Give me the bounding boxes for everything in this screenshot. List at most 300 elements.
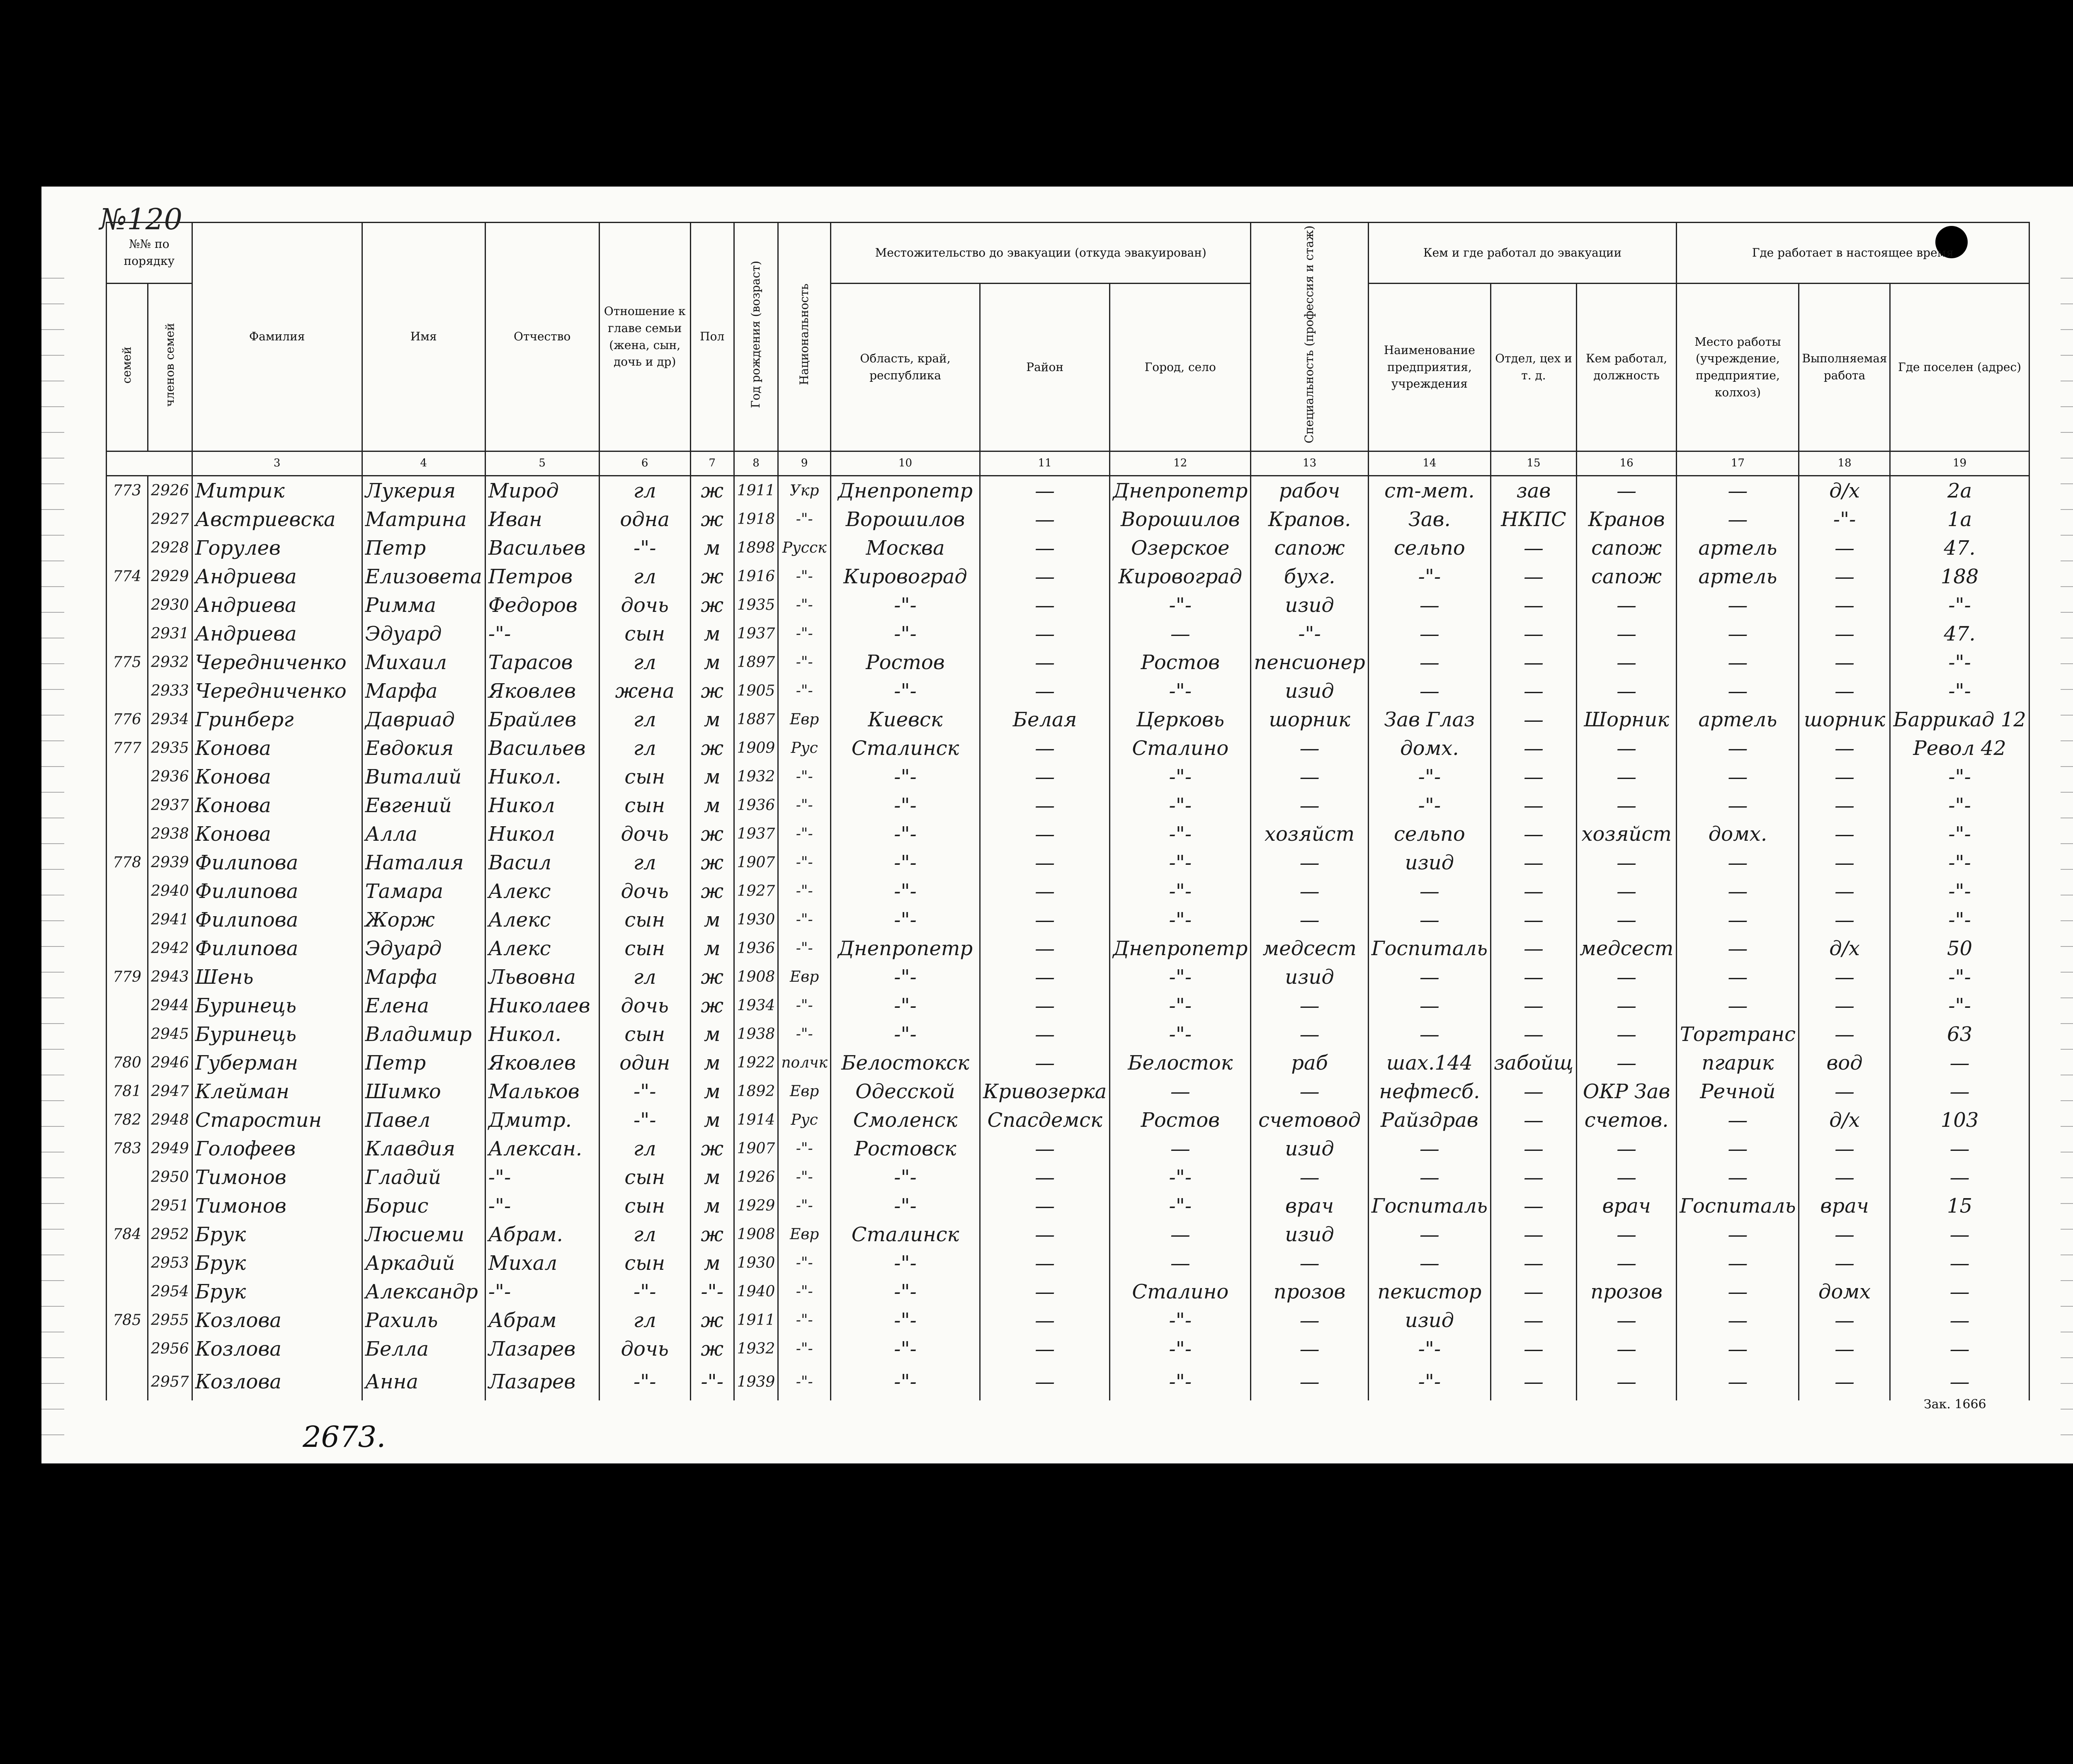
family-number-cell [107,534,148,562]
sex-cell: ж [690,963,734,991]
address-cell: 1а [1890,505,2029,534]
city-cell: -"- [1110,591,1251,619]
member-number-cell: 2941 [148,905,192,934]
region-cell: Ворошилов [831,505,980,534]
sex-cell: ж [690,1220,734,1249]
ruled-margin-right [2061,253,2073,1455]
birth-year-cell: 1909 [734,734,778,762]
prev-organization-cell: — [1368,991,1490,1020]
current-workplace-cell: — [1677,1106,1799,1134]
prev-position-cell: — [1576,619,1676,648]
current-job-cell: — [1799,1363,1890,1400]
birth-year-cell: 1935 [734,591,778,619]
header-column-number: 12 [1110,451,1251,476]
prev-position-cell: — [1576,591,1676,619]
member-number-cell: 2949 [148,1134,192,1163]
family-number-cell [107,677,148,705]
surname-cell: Филипова [192,848,362,877]
header-column-number: 9 [778,451,831,476]
relation-cell: дочь [599,591,690,619]
region-cell: Одесской [831,1077,980,1106]
page-total: 2673. [303,1420,386,1454]
family-number-cell [107,934,148,963]
sex-cell: м [690,791,734,820]
patronymic-cell: Брайлев [485,705,599,734]
family-number-cell: 776 [107,705,148,734]
member-number-cell: 2926 [148,476,192,505]
current-job-cell: — [1799,791,1890,820]
first-name-cell: Аркадий [362,1249,485,1277]
prev-organization-cell: — [1368,619,1490,648]
birth-year-cell: 1918 [734,505,778,534]
first-name-cell: Жорж [362,905,485,934]
nationality-cell: -"- [778,905,831,934]
current-workplace-cell: Госпиталь [1677,1191,1799,1220]
birth-year-cell: 1907 [734,1134,778,1163]
patronymic-cell: Яковлев [485,1048,599,1077]
sex-cell: м [690,1048,734,1077]
member-number-cell: 2948 [148,1106,192,1134]
prev-department-cell: — [1491,562,1577,591]
first-name-cell: Люсиеми [362,1220,485,1249]
surname-cell: Андриева [192,562,362,591]
surname-cell: Старостин [192,1106,362,1134]
sex-cell: ж [690,1335,734,1363]
prev-organization-cell: — [1368,1220,1490,1249]
prev-position-cell: — [1576,877,1676,905]
current-job-cell: д/х [1799,1106,1890,1134]
city-cell: Сталино [1110,734,1251,762]
birth-year-cell: 1932 [734,1335,778,1363]
family-number-cell [107,619,148,648]
speciality-cell: шорник [1251,705,1368,734]
first-name-cell: Владимир [362,1020,485,1048]
current-workplace-cell: — [1677,1335,1799,1363]
prev-position-cell: — [1576,476,1676,505]
header-family-no [107,284,148,451]
speciality-cell: хозяйст [1251,820,1368,848]
current-workplace-cell: — [1677,934,1799,963]
current-workplace-cell: артель [1677,562,1799,591]
region-cell: Москва [831,534,980,562]
nationality-cell: Русск [778,534,831,562]
address-cell: -"- [1890,991,2029,1020]
speciality-cell: — [1251,1335,1368,1363]
nationality-cell: -"- [778,505,831,534]
member-number-cell: 2937 [148,791,192,820]
header-speciality [1251,223,1368,451]
patronymic-cell: Дмитр. [485,1106,599,1134]
address-cell: — [1890,1335,2029,1363]
current-job-cell: — [1799,820,1890,848]
table-row [107,877,2029,905]
family-number-cell [107,791,148,820]
header-cur-work-group: Где работает в настоящее время [1677,223,2029,284]
current-job-cell: — [1799,1220,1890,1249]
surname-cell: Голофеев [192,1134,362,1163]
current-job-cell: — [1799,1077,1890,1106]
family-number-cell: 779 [107,963,148,991]
family-number-cell [107,591,148,619]
patronymic-cell: Лазарев [485,1335,599,1363]
city-cell: — [1110,1220,1251,1249]
table-row [107,619,2029,648]
surname-cell: Андриева [192,591,362,619]
first-name-cell: Петр [362,1048,485,1077]
sex-cell: ж [690,820,734,848]
nationality-cell: Укр [778,476,831,505]
patronymic-cell: Мальков [485,1077,599,1106]
prev-department-cell: — [1491,963,1577,991]
address-cell: 15 [1890,1191,2029,1220]
sex-cell: ж [690,677,734,705]
family-number-cell: 778 [107,848,148,877]
speciality-cell: раб [1251,1048,1368,1077]
relation-cell: -"- [599,1363,690,1400]
prev-organization-cell: -"- [1368,791,1490,820]
member-number-cell: 2928 [148,534,192,562]
prev-organization-cell: -"- [1368,762,1490,791]
printer-order-number: Зак. 1666 [1924,1397,1986,1412]
nationality-cell: -"- [778,1277,831,1306]
speciality-cell: прозов [1251,1277,1368,1306]
patronymic-cell: Лазарев [485,1363,599,1400]
current-workplace-cell: — [1677,991,1799,1020]
surname-cell: Филипова [192,877,362,905]
sex-cell: ж [690,591,734,619]
prev-position-cell: — [1576,1020,1676,1048]
prev-organization-cell: — [1368,1134,1490,1163]
speciality-cell: рабоч [1251,476,1368,505]
prev-position-cell: — [1576,1306,1676,1335]
header-column-number: 19 [1890,451,2029,476]
table-row [107,1106,2029,1134]
prev-organization-cell: Госпиталь [1368,934,1490,963]
member-number-cell: 2955 [148,1306,192,1335]
surname-cell: Чередниченко [192,677,362,705]
city-cell: -"- [1110,1335,1251,1363]
table-row [107,476,2029,505]
family-number-cell [107,905,148,934]
sex-cell: м [690,705,734,734]
city-cell: -"- [1110,1306,1251,1335]
family-number-cell [107,1277,148,1306]
address-cell: -"- [1890,848,2029,877]
table-row [107,734,2029,762]
prev-position-cell: — [1576,1134,1676,1163]
birth-year-cell: 1908 [734,1220,778,1249]
district-cell: — [980,1249,1110,1277]
address-cell: -"- [1890,762,2029,791]
relation-cell: сын [599,619,690,648]
relation-cell: гл [599,1134,690,1163]
current-job-cell: — [1799,734,1890,762]
prev-position-cell: — [1576,762,1676,791]
current-job-cell: — [1799,591,1890,619]
prev-position-cell: врач [1576,1191,1676,1220]
prev-organization-cell: -"- [1368,562,1490,591]
first-name-cell: Елена [362,991,485,1020]
current-workplace-cell: — [1677,1134,1799,1163]
region-cell: -"- [831,1249,980,1277]
current-workplace-cell: домх. [1677,820,1799,848]
first-name-cell: Марфа [362,677,485,705]
current-workplace-cell: — [1677,591,1799,619]
relation-cell: гл [599,705,690,734]
district-cell: — [980,791,1110,820]
prev-position-cell: сапож [1576,562,1676,591]
birth-year-cell: 1922 [734,1048,778,1077]
city-cell: — [1110,1134,1251,1163]
prev-department-cell: — [1491,1306,1577,1335]
city-cell: Ворошилов [1110,505,1251,534]
prev-department-cell: — [1491,677,1577,705]
region-cell: -"- [831,905,980,934]
member-number-cell: 2945 [148,1020,192,1048]
prev-department-cell: — [1491,905,1577,934]
table-row [107,1163,2029,1191]
surname-cell: Австриевска [192,505,362,534]
birth-year-cell: 1927 [734,877,778,905]
current-job-cell: домх [1799,1277,1890,1306]
address-cell: 63 [1890,1020,2029,1048]
sex-cell: ж [690,505,734,534]
relation-cell: сын [599,762,690,791]
district-cell: — [980,619,1110,648]
header-prev-work-group: Кем и где работал до эвакуации [1368,223,1676,284]
surname-cell: Брук [192,1220,362,1249]
table-row [107,905,2029,934]
birth-year-cell: 1937 [734,820,778,848]
address-cell: -"- [1890,963,2029,991]
current-workplace-cell: — [1677,1163,1799,1191]
nationality-cell: полчк [778,1048,831,1077]
region-cell: -"- [831,619,980,648]
current-workplace-cell: — [1677,734,1799,762]
relation-cell: дочь [599,991,690,1020]
prev-position-cell: Кранов [1576,505,1676,534]
region-cell: Киевск [831,705,980,734]
current-job-cell: — [1799,1163,1890,1191]
relation-cell: жена [599,677,690,705]
first-name-cell: Петр [362,534,485,562]
prev-position-cell: ОКР Зав [1576,1077,1676,1106]
prev-position-cell: прозов [1576,1277,1676,1306]
address-cell: -"- [1890,877,2029,905]
member-number-cell: 2954 [148,1277,192,1306]
region-cell: -"- [831,1335,980,1363]
header-column-number: 3 [192,451,362,476]
speciality-cell: бухг. [1251,562,1368,591]
patronymic-cell: Алексан. [485,1134,599,1163]
family-number-cell [107,1335,148,1363]
header-residence-group: Местожительство до эвакуации (откуда эвакуирован) [831,223,1251,284]
birth-year-cell: 1938 [734,1020,778,1048]
district-cell: — [980,734,1110,762]
surname-cell: Андриева [192,619,362,648]
member-number-cell: 2939 [148,848,192,877]
current-job-cell: — [1799,534,1890,562]
prev-department-cell: — [1491,1163,1577,1191]
patronymic-cell: Никол. [485,762,599,791]
prev-department-cell: — [1491,619,1577,648]
header-column-number: 13 [1251,451,1368,476]
table-row [107,505,2029,534]
region-cell: -"- [831,1163,980,1191]
speciality-cell: — [1251,1077,1368,1106]
prev-position-cell: хозяйст [1576,820,1676,848]
birth-year-cell: 1926 [734,1163,778,1191]
nationality-cell: -"- [778,1163,831,1191]
prev-position-cell: — [1576,677,1676,705]
prev-position-cell: — [1576,1249,1676,1277]
sex-cell: ж [690,877,734,905]
region-cell: -"- [831,1363,980,1400]
region-cell: -"- [831,848,980,877]
current-workplace-cell: — [1677,848,1799,877]
first-name-cell: Елизовета [362,562,485,591]
region-cell: -"- [831,963,980,991]
birth-year-cell: 1937 [734,619,778,648]
city-cell: -"- [1110,991,1251,1020]
region-cell: -"- [831,1306,980,1335]
current-job-cell: — [1799,1335,1890,1363]
header-patronymic: Отчество [485,223,599,451]
surname-cell: Клейман [192,1077,362,1106]
prev-position-cell: — [1576,648,1676,677]
member-number-cell: 2947 [148,1077,192,1106]
birth-year-cell: 1907 [734,848,778,877]
district-cell: — [980,963,1110,991]
prev-department-cell: — [1491,1191,1577,1220]
address-cell: Баррикад 12 [1890,705,2029,734]
address-cell: — [1890,1249,2029,1277]
district-cell: — [980,562,1110,591]
region-cell: Днепропетр [831,934,980,963]
city-cell: — [1110,1077,1251,1106]
current-job-cell: — [1799,1134,1890,1163]
family-number-cell: 781 [107,1077,148,1106]
header-birth-year [734,223,778,451]
table-row [107,762,2029,791]
birth-year-cell: 1929 [734,1191,778,1220]
family-number-cell [107,1249,148,1277]
header-nationality-text: Национальность [797,284,811,386]
current-workplace-cell: — [1677,648,1799,677]
prev-organization-cell: изид [1368,1306,1490,1335]
surname-cell: Филипова [192,905,362,934]
current-job-cell: д/х [1799,934,1890,963]
district-cell: — [980,934,1110,963]
region-cell: -"- [831,1020,980,1048]
relation-cell: дочь [599,877,690,905]
first-name-cell: Эдуард [362,934,485,963]
table-row [107,848,2029,877]
family-number-cell: 774 [107,562,148,591]
first-name-cell: Алла [362,820,485,848]
prev-department-cell: забойщ [1491,1048,1577,1077]
city-cell: -"- [1110,1191,1251,1220]
nationality-cell: -"- [778,1335,831,1363]
current-job-cell: — [1799,648,1890,677]
sex-cell: ж [690,1134,734,1163]
current-workplace-cell: — [1677,963,1799,991]
header-district: Район [980,284,1110,451]
prev-position-cell: счетов. [1576,1106,1676,1134]
nationality-cell: Евр [778,705,831,734]
sex-cell: ж [690,1306,734,1335]
header-prev-dept: Отдел, цех и т. д. [1491,284,1577,451]
current-job-cell: — [1799,619,1890,648]
header-speciality-text: Специальность (профессия и стаж) [1302,226,1316,444]
relation-cell: -"- [599,1106,690,1134]
first-name-cell: Тамара [362,877,485,905]
prev-department-cell: — [1491,1335,1577,1363]
table-row [107,1134,2029,1163]
prev-organization-cell: — [1368,877,1490,905]
member-number-cell: 2929 [148,562,192,591]
current-job-cell: вод [1799,1048,1890,1077]
surname-cell: Буринець [192,991,362,1020]
nationality-cell: Рус [778,1106,831,1134]
region-cell: -"- [831,877,980,905]
member-number-cell: 2935 [148,734,192,762]
current-workplace-cell: артель [1677,534,1799,562]
current-job-cell: — [1799,848,1890,877]
speciality-cell: счетовод [1251,1106,1368,1134]
speciality-cell: — [1251,1020,1368,1048]
prev-department-cell: — [1491,820,1577,848]
current-job-cell: — [1799,1306,1890,1335]
city-cell: -"- [1110,1363,1251,1400]
nationality-cell: -"- [778,762,831,791]
member-number-cell: 2938 [148,820,192,848]
first-name-cell: Павел [362,1106,485,1134]
district-cell: — [980,505,1110,534]
current-workplace-cell: Речной [1677,1077,1799,1106]
city-cell: Белосток [1110,1048,1251,1077]
header-relation: Отношение к главе семьи (жена, сын, дочь и др) [599,223,690,451]
prev-department-cell: — [1491,1106,1577,1134]
address-cell: — [1890,1306,2029,1335]
surname-cell: Чередниченко [192,648,362,677]
current-workplace-cell: — [1677,1249,1799,1277]
address-cell: -"- [1890,820,2029,848]
prev-organization-cell: — [1368,677,1490,705]
nationality-cell: -"- [778,848,831,877]
current-workplace-cell: — [1677,1363,1799,1400]
first-name-cell: Эдуард [362,619,485,648]
speciality-cell: Крапов. [1251,505,1368,534]
birth-year-cell: 1914 [734,1106,778,1134]
speciality-cell: изид [1251,677,1368,705]
first-name-cell: Наталия [362,848,485,877]
first-name-cell: Борис [362,1191,485,1220]
current-job-cell: — [1799,562,1890,591]
prev-organization-cell: пекистор [1368,1277,1490,1306]
current-job-cell: — [1799,1020,1890,1048]
header-column-number: 8 [734,451,778,476]
relation-cell: сын [599,905,690,934]
prev-department-cell: — [1491,534,1577,562]
region-cell: -"- [831,991,980,1020]
header-family-no-text: семей [120,346,134,383]
patronymic-cell: -"- [485,1277,599,1306]
first-name-cell: Михаил [362,648,485,677]
prev-organization-cell: — [1368,905,1490,934]
surname-cell: Козлова [192,1306,362,1335]
sex-cell: м [690,905,734,934]
